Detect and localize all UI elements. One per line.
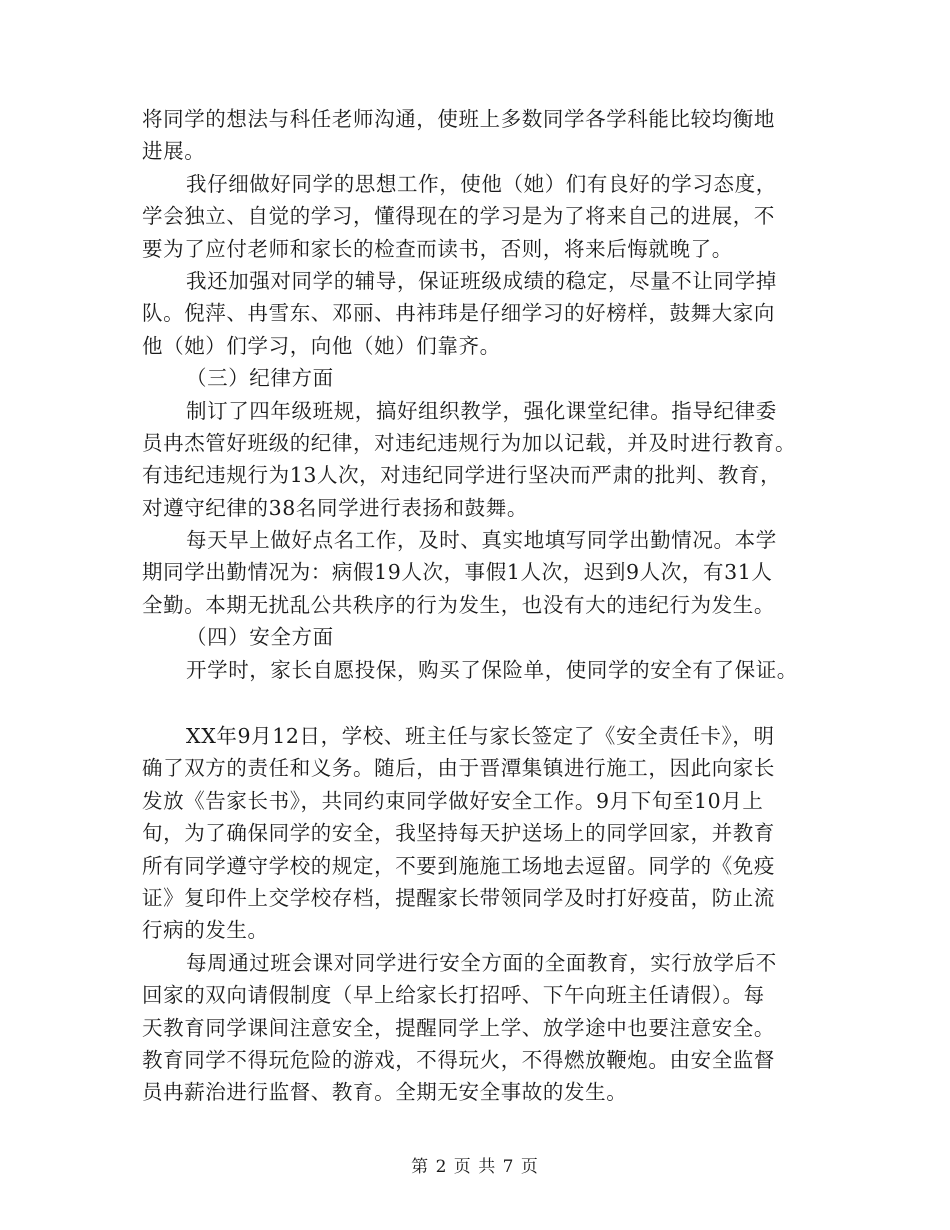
text-line: 员冉杰管好班级的纪律，对违纪违规行为加以记载，并及时进行教育。 bbox=[142, 430, 797, 455]
text-line: 队。倪萍、冉雪东、邓丽、冉袆玮是仔细学习的好榜样，鼓舞大家向 bbox=[142, 301, 775, 326]
text-line: 有违纪违规行为13人次，对违纪同学进行坚决而严肃的批判、教育， bbox=[142, 463, 782, 488]
text-line: 所有同学遵守学校的规定，不要到施施工场地去逗留。同学的《免疫 bbox=[142, 853, 775, 878]
text-line: 他（她）们学习，向他（她）们靠齐。 bbox=[142, 333, 501, 358]
text-line: 期同学出勤情况为：病假19人次，事假1人次，迟到9人次，有31人 bbox=[142, 560, 773, 585]
text-line: 进展。 bbox=[142, 139, 206, 164]
text-line: 员冉薪治进行监督、教育。全期无安全事故的发生。 bbox=[142, 1080, 628, 1105]
text-line: 要为了应付老师和家长的检查而读书，否则，将来后悔就晚了。 bbox=[142, 236, 733, 261]
paragraph-safety-card bbox=[142, 720, 814, 947]
text-line: 旬，为了确保同学的安全，我坚持每天护送场上的同学回家，并教育 bbox=[142, 821, 775, 846]
text-line: 学会独立、自觉的学习，懂得现在的学习是为了将来自己的进展，不 bbox=[142, 204, 775, 229]
text-line: 我仔细做好同学的思想工作，使他（她）们有良好的学习态度， bbox=[186, 171, 777, 196]
text-line: 教育同学不得玩危险的游戏，不得玩火，不得燃放鞭炮。由安全监督 bbox=[142, 1047, 775, 1072]
text-line: 制订了四年级班规，搞好组织教学，强化课堂纪律。指导纪律委 bbox=[186, 398, 777, 423]
text-line: 行病的发生。 bbox=[142, 918, 269, 943]
document-body bbox=[142, 103, 814, 1109]
paragraph-attendance bbox=[142, 524, 814, 621]
page-number-footer: 第 2 页 共 7 页 bbox=[411, 1157, 539, 1177]
paragraph-weekly-education bbox=[142, 947, 814, 1109]
text-line: 我还加强对同学的辅导，保证班级成绩的稳定，尽量不让同学掉 bbox=[186, 268, 777, 293]
paragraph-gap bbox=[142, 686, 814, 720]
paragraph-class-rules bbox=[142, 395, 814, 525]
text-line: 每天早上做好点名工作，及时、真实地填写同学出勤情况。本学 bbox=[186, 528, 777, 553]
section-heading-discipline: （三）纪律方面 bbox=[186, 366, 334, 391]
text-line: 发放《告家长书》，共同约束同学做好安全工作。9月下旬至10月上 bbox=[142, 788, 764, 813]
text-line: 天教育同学课间注意安全，提醒同学上学、放学途中也要注意安全。 bbox=[142, 1015, 775, 1040]
text-line: 确了双方的责任和义务。随后，由于晋潭集镇进行施工，因此向家长 bbox=[142, 756, 775, 781]
text-line: 将同学的想法与科任老师沟通，使班上多数同学各学科能比较均衡地 bbox=[142, 107, 775, 131]
text-line: 开学时，家长自愿投保，购买了保险单，使同学的安全有了保证。 bbox=[186, 657, 798, 682]
paragraph-insurance bbox=[142, 654, 814, 686]
text-line: 全勤。本期无扰乱公共秩序的行为发生，也没有大的违纪行为发生。 bbox=[142, 592, 775, 617]
text-line: XX年9月12日，学校、班主任与家长签定了《安全责任卡》，明 bbox=[186, 724, 775, 749]
section-heading-safety: （四）安全方面 bbox=[186, 625, 334, 650]
text-line: 证》复印件上交学校存档，提醒家长带领同学及时打好疫苗，防止流 bbox=[142, 885, 775, 910]
text-line: 每周通过班会课对同学进行安全方面的全面教育，实行放学后不 bbox=[186, 950, 777, 975]
text-line: 回家的双向请假制度（早上给家长打招呼、下午向班主任请假）。每 bbox=[142, 983, 765, 1008]
paragraph-thought-work bbox=[142, 168, 814, 265]
paragraph-tutoring bbox=[142, 265, 814, 362]
paragraph-continuation bbox=[142, 103, 814, 168]
text-line: 对遵守纪律的38名同学进行表扬和鼓舞。 bbox=[142, 495, 528, 520]
